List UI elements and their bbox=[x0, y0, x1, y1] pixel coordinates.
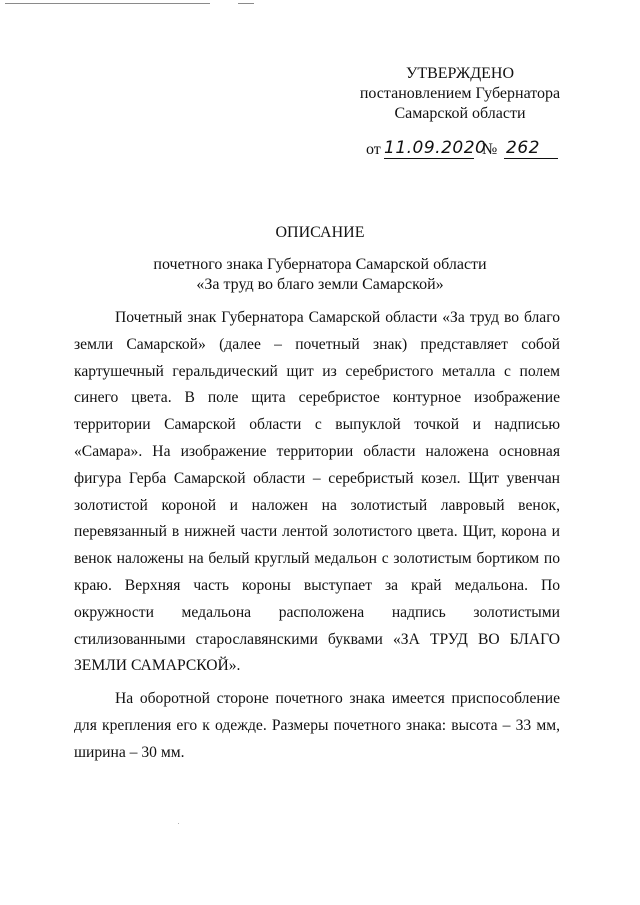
decree-date: 11.09.2020 bbox=[384, 138, 487, 158]
approval-title: УТВЕРЖДЕНО bbox=[405, 65, 514, 82]
date-underline bbox=[384, 158, 474, 159]
decree-number: 262 bbox=[506, 138, 540, 158]
document-body bbox=[74, 305, 560, 767]
document-title: ОПИСАНИЕ bbox=[275, 224, 365, 241]
scan-speck bbox=[178, 823, 179, 824]
body-paragraph-1: Почетный знак Губернатора Самарской области «За труд во благо земли Самарской» (далее – почетный знак) представляет собой картушечный геральдический щит из серебристого металла с полем синего цвета. В поле щита серебристое контурное изображение территории Самарской области с выпуклой точкой и надписью «Самара». На изображение территории области наложена основная фигура Герба Самарской области – серебристый козел. Щит увенчан золотистой короной и наложен на золотистый лавровый венок, перевязанный в нижней части лентой золотистого цвета. Щит, корона и венок наложены на белый круглый медальон с золотистым бортиком по краю. Верхняя часть короны выступает за край медальона. По окружности медальона расположена надпись золотистыми стилизованными старославянскими буквами «ЗА ТРУД ВО БЛАГО ЗЕМЛИ САМАРСКОЙ». bbox=[74, 309, 560, 675]
scan-artifact-line bbox=[5, 3, 210, 4]
date-prefix: от bbox=[366, 141, 381, 158]
body-paragraph-2: На оборотной стороне почетного знака имеется приспособление для крепления его к одежде. Размеры почетного знака: высота – 33 мм, ширина – 30 мм. bbox=[74, 690, 560, 761]
document-subtitle-line-2: «За труд во благо земли Самарской» bbox=[196, 276, 444, 293]
scan-artifact-line bbox=[238, 3, 254, 4]
approval-line-2: постановлением Губернатора bbox=[359, 85, 561, 102]
document-heading bbox=[80, 223, 560, 295]
number-prefix: № bbox=[482, 141, 498, 158]
number-underline bbox=[504, 158, 558, 159]
document-subtitle-line-1: почетного знака Губернатора Самарской области bbox=[153, 256, 487, 273]
decree-reference bbox=[366, 138, 566, 164]
approval-line-3: Самарской области bbox=[394, 105, 526, 122]
approval-stamp bbox=[340, 64, 580, 124]
